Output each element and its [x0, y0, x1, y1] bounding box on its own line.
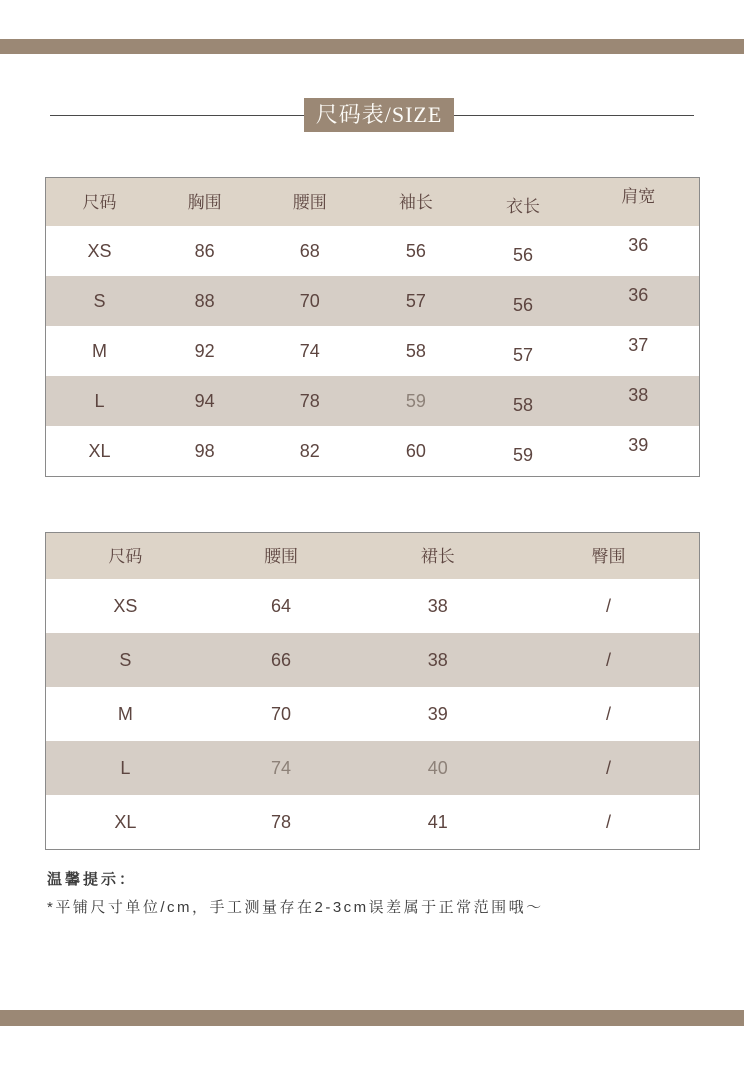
size-value: XS — [113, 596, 138, 616]
size-value: 39 — [427, 704, 448, 724]
title-divider-left — [50, 115, 305, 116]
size-value-cell — [256, 326, 363, 376]
size-value-cell — [357, 579, 518, 633]
size-value-cell — [46, 795, 205, 849]
size-value-cell — [46, 633, 205, 687]
size-value: / — [606, 650, 612, 670]
size-value: XS — [87, 241, 112, 261]
size-value-cell — [518, 633, 699, 687]
size-value: / — [606, 812, 612, 832]
size-value-cell — [153, 276, 256, 326]
column-header-cell — [256, 178, 363, 226]
column-header-cell — [46, 178, 153, 226]
column-header-label: 衣长 — [505, 196, 540, 216]
column-header-label: 腰围 — [264, 546, 299, 566]
column-header-cell — [205, 533, 358, 579]
size-value-cell — [518, 579, 699, 633]
table-row — [46, 326, 699, 376]
size-value-cell — [205, 579, 358, 633]
size-value: L — [94, 391, 105, 411]
table-row — [46, 226, 699, 276]
size-value: 38 — [427, 650, 448, 670]
size-value-cell — [46, 226, 153, 276]
size-value-cell — [256, 426, 363, 476]
table-row — [46, 741, 699, 795]
size-value-cell — [205, 741, 358, 795]
size-value-cell — [468, 226, 577, 276]
size-value-cell — [468, 376, 577, 426]
size-value-cell — [357, 795, 518, 849]
size-value: 68 — [299, 241, 320, 261]
size-value: M — [92, 341, 108, 361]
size-value-cell — [518, 795, 699, 849]
column-header-label: 肩宽 — [621, 186, 656, 206]
size-value: / — [606, 704, 612, 724]
size-value: 40 — [427, 758, 448, 778]
size-value-cell — [256, 376, 363, 426]
size-value: M — [117, 704, 133, 724]
size-value-cell — [153, 376, 256, 426]
size-chart-title: 尺码表/SIZE — [315, 102, 443, 127]
size-value: 41 — [427, 812, 448, 832]
size-value: 86 — [194, 241, 215, 261]
garment-size-table — [45, 177, 700, 477]
size-value: 37 — [628, 335, 649, 355]
column-header-cell — [153, 178, 256, 226]
size-value-cell — [46, 376, 153, 426]
skirt-size-table — [45, 532, 700, 850]
size-value: 59 — [512, 445, 533, 465]
size-value-cell — [363, 276, 468, 326]
size-value-cell — [363, 376, 468, 426]
size-value: 78 — [299, 391, 320, 411]
size-value: L — [120, 758, 131, 778]
size-value-cell — [46, 687, 205, 741]
table-row — [46, 687, 699, 741]
size-value-cell — [153, 226, 256, 276]
size-value-cell — [363, 226, 468, 276]
column-header-cell — [357, 533, 518, 579]
size-value: 64 — [271, 596, 292, 616]
table-row — [46, 276, 699, 326]
table-row — [46, 426, 699, 476]
bottom-accent-bar — [0, 1010, 744, 1026]
size-value-cell — [46, 276, 153, 326]
size-value: XL — [88, 441, 111, 461]
size-value: 78 — [271, 812, 292, 832]
note-title: 温馨提示： — [47, 871, 138, 888]
size-value-cell — [256, 226, 363, 276]
size-value-cell — [46, 579, 205, 633]
size-value: 56 — [405, 241, 426, 261]
title-divider-right — [453, 115, 694, 116]
size-value-cell — [468, 326, 577, 376]
size-value: 59 — [405, 391, 426, 411]
size-value-cell — [357, 687, 518, 741]
size-value: 39 — [628, 435, 649, 455]
size-value-cell — [256, 276, 363, 326]
size-value: 98 — [194, 441, 215, 461]
column-header-label: 腰围 — [292, 192, 327, 212]
table-row — [46, 579, 699, 633]
size-value-cell — [205, 633, 358, 687]
size-value: XL — [114, 812, 137, 832]
size-value-cell — [357, 633, 518, 687]
size-value-cell — [468, 276, 577, 326]
size-chart-title-box — [304, 98, 454, 132]
size-value: 36 — [628, 285, 649, 305]
size-value-cell — [518, 687, 699, 741]
size-value: 70 — [299, 291, 320, 311]
column-header-label: 袖长 — [398, 192, 433, 212]
size-value: S — [93, 291, 106, 311]
table-header-row — [46, 533, 699, 579]
size-value-cell — [578, 226, 699, 276]
size-value: 58 — [512, 395, 533, 415]
size-value: 82 — [299, 441, 320, 461]
size-value-cell — [578, 426, 699, 476]
size-value-cell — [205, 687, 358, 741]
column-header-label: 尺码 — [108, 546, 143, 566]
table-row — [46, 795, 699, 849]
column-header-cell — [46, 533, 205, 579]
size-value-cell — [363, 326, 468, 376]
size-value-cell — [153, 326, 256, 376]
size-value: 70 — [271, 704, 292, 724]
size-value: 74 — [271, 758, 292, 778]
column-header-cell — [518, 533, 699, 579]
size-value: 60 — [405, 441, 426, 461]
size-value: / — [606, 758, 612, 778]
note-body: *平铺尺寸单位/cm，手工测量存在2-3cm误差属于正常范围哦～ — [47, 899, 544, 916]
column-header-label: 胸围 — [187, 192, 222, 212]
size-value-cell — [205, 795, 358, 849]
column-header-label: 裙长 — [420, 546, 455, 566]
size-value-cell — [357, 741, 518, 795]
table-header-row — [46, 178, 699, 226]
size-value: / — [606, 596, 612, 616]
size-value-cell — [46, 326, 153, 376]
size-value: 58 — [405, 341, 426, 361]
table-row — [46, 633, 699, 687]
size-value-cell — [363, 426, 468, 476]
top-accent-bar — [0, 39, 744, 54]
size-value: S — [119, 650, 132, 670]
size-value: 92 — [194, 341, 215, 361]
size-value-cell — [153, 426, 256, 476]
column-header-label: 尺码 — [82, 192, 117, 212]
size-value-cell — [46, 426, 153, 476]
size-value: 57 — [405, 291, 426, 311]
size-value: 56 — [512, 245, 533, 265]
table-row — [46, 376, 699, 426]
column-header-cell — [578, 178, 699, 226]
size-value-cell — [578, 376, 699, 426]
column-header-cell — [363, 178, 468, 226]
size-value: 88 — [194, 291, 215, 311]
column-header-label: 臀围 — [591, 546, 626, 566]
column-header-cell — [468, 178, 577, 226]
size-value: 36 — [628, 235, 649, 255]
size-value: 94 — [194, 391, 215, 411]
size-value: 56 — [512, 295, 533, 315]
size-value-cell — [578, 326, 699, 376]
size-value: 74 — [299, 341, 320, 361]
size-value-cell — [518, 741, 699, 795]
size-value-cell — [578, 276, 699, 326]
size-value: 57 — [512, 345, 533, 365]
size-value: 66 — [271, 650, 292, 670]
size-value-cell — [468, 426, 577, 476]
size-value: 38 — [628, 385, 649, 405]
size-value-cell — [46, 741, 205, 795]
size-value: 38 — [427, 596, 448, 616]
